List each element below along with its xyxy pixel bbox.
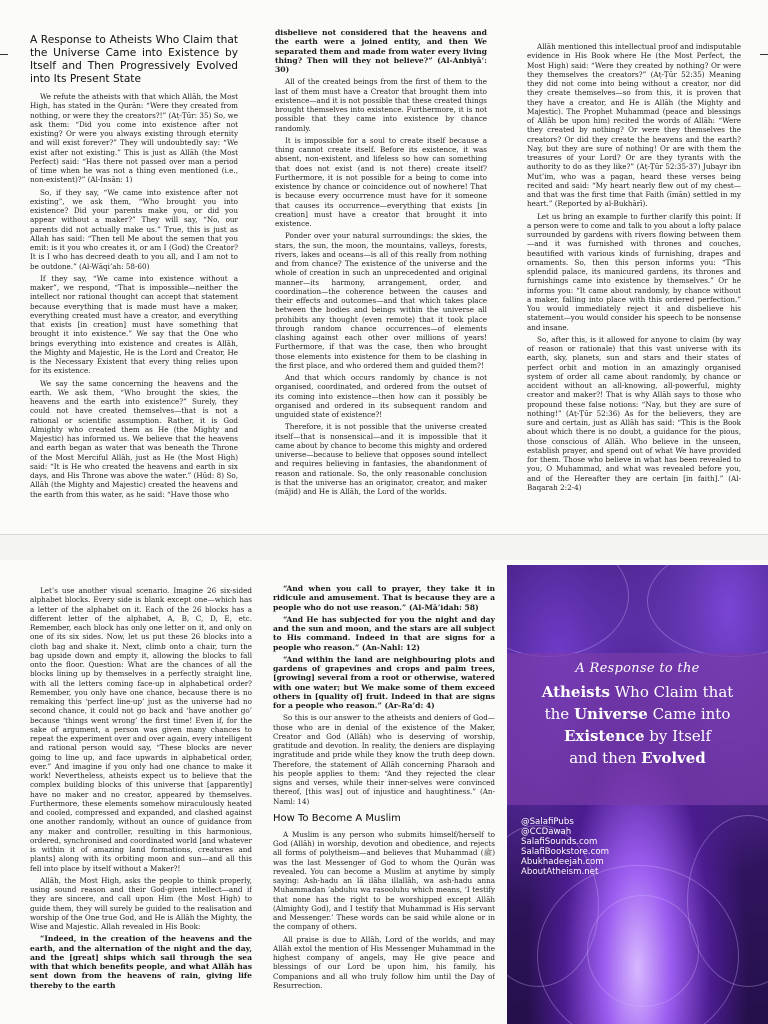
cover-word: Existence [563, 727, 645, 745]
top-column-2 [275, 28, 487, 528]
link-salafibookstore[interactable]: SalafiBookstore.com [521, 847, 609, 857]
paragraph: All praise is due to Allāh, Lord of the worlds, and may Allāh extol the mention of His Messenger Muhammad in the highest company of angels, may He give peace and blessings of our Lord be upon him, his family, his Companions and all who truly follow him until the Day of Resurrection. [273, 934, 495, 990]
cover-word: Who Claim that [609, 683, 734, 701]
top-column-1 [30, 34, 238, 530]
decorative-vein [587, 895, 699, 1007]
paragraph: We refute the atheists with that which Allāh, the Most High, has stated in the Qurān: “Were they created from nothing, or were they the creators?!” (Aṭ-Ṭūr: 35) So, we ask them: “Did you come into existence after not existing? Or were you always existing through eternity and will exist forever?” They will undoubtedly say: “We exist after not existing.” This is just as Allāh (the Most Perfect) said: “Has there not passed over man a period of time when he was not a thing even mentioned (i.e., non-existent)?” (Al-Insān: 1) [30, 92, 238, 185]
paragraph: And that which occurs randomly by chance is not organised, coordinated, and ordered from the outset of its coming into existence—then how can it possibly be organised and ordered in its subsequent random and unguided state of existence?! [275, 373, 487, 419]
decorative-vein [507, 565, 629, 657]
cover-word: by Itself [644, 727, 712, 745]
link-twitter-ccdawah[interactable]: @CCDawah [521, 827, 572, 837]
cover-title-line-4 [507, 726, 768, 746]
paragraph: We say the same concerning the heavens and the earth. We ask them, “Who brought the skies, the heavens and the earth into existence?” Surely, they could not have created themselves—that is not a rational or scientific assumption. Rather, it is God Almighty who created them as He (the Mighty and Majestic) has informed us. We believe that the heavens and earth began as water that was beneath the Throne of the Most Merciful Allāh, just as He (the Most High) said: “It is He who created the heavens and earth in six days, and His Throne was above the water.” (Hūd: 8) So, Allāh (the Mighty and Majestic) created the heavens and the earth from this water, as he said: “Have those who [30, 378, 238, 499]
cover-panel [507, 565, 768, 1024]
link-aboutatheism[interactable]: AboutAtheism.net [521, 867, 599, 877]
bottom-column-2 [273, 584, 495, 1024]
cover-word: Universe [573, 705, 648, 723]
paragraph: All of the created beings from the first of them to the last of them must have a Creator that brought them into existence—and it is not possible that these created things brought themselves into existence. Furthermore, it is not possible that they came into existence by chance randomly. [275, 77, 487, 133]
link-salafisounds[interactable]: SalafiSounds.com [521, 837, 598, 847]
paragraph: A Muslim is any person who submits himself/herself to God (Allāh) in worship, devotion and obedience, and rejects all forms of polytheism—and believes that Muhammad (ﷺ) was the last Messenger of God to whom the Qurān was revealed. You can become a Muslim at anytime by simply saying: Ash-hadu an lā ilāha illallāh, wa ash-hadu anna Muhammadan ’abduhu wa rasooluhu which means, ‘I testify that none has the right to be worshipped except Allāh (Almighty God), and I testify that Muhammad is His servant and Messenger.’ These words can be said while alone or in the company of others. [273, 829, 495, 932]
paragraph: So, after this, is it allowed for anyone to claim (by way of reason or rationale) that this vast universe with its earth, sky, planets, sun and stars and their states of perfect orbit and motion in an amazingly organised system of order all came about randomly, by chance or accident without an all-knowing, all-powerful, mighty creator and maker?! That is why Allāh says to those who propound these false notions: “Nay, but they are sure of nothing!” (Aṭ-Ṭūr 52:36) As for the believers, they are sure and certain, just as Allāh has said: “This is the Book about which there is no doubt, a guidance for the pious, those conscious of Allāh. Who believe in the unseen, establish prayer, and spend out of what We have provided for them. Those who believe in what has been revealed to you, O Muhammad, and what was revealed before you, and of the Hereafter they are certain [in faith].” (Al-Baqarah 2:2-4) [527, 334, 741, 492]
paragraph: “Indeed, in the creation of the heavens and the earth, and the alternation of the night and the day, and the [great] ships which sail through the sea with that which benefits people, and what Allāh has sent down from the heavens of rain, giving life thereby to the earth [30, 934, 252, 990]
bottom-column-1 [30, 586, 252, 1024]
paragraph: So this is our answer to the atheists and deniers of God—those who are in denial of the existence of the Maker, Creator and God (Allāh) who is deserving of worship, gratitude and devotion. In reality, the deniers are displaying ingratitude and pride while they know the truth deep down. Therefore, the statement of Allāh concerning Pharaoh and his people applies to them: “And they rejected the clear signs and verses, while their inner-selves were convinced thereof, [this was] out of injustice and haughtiness.” (An-Naml: 14) [273, 713, 495, 806]
cover-title-line-5 [507, 748, 768, 768]
paragraph: “And He has subjected for you the night and day and the sun and moon, and the stars are all subject to His command. Indeed in that are signs for a people who reason.” (An-Nahl: 12) [273, 614, 495, 652]
article-title: A Response to Atheists Who Claim that the Universe Came into Existence by Itself and Then Progressively Evolved into Its Present State [30, 34, 238, 85]
crop-mark [0, 54, 8, 55]
paragraph: Let’s use another visual scenario. Imagine 26 six-sided alphabet blocks. Every side is blank except one—which has a letter of the alphabet on it. Each of the 26 blocks has a different letter of the alphabet, A, B, C, D, E, etc. Remember, each block has only one letter on it, and only on one of its six sides. Now, let us put these 26 blocks into a cloth bag and shake it. Next, climb onto a chair, turn the bag upside down and empty it, allowing the blocks to fall onto the floor. Question: What are the chances of all the blocks lining up by themselves in a perfectly straight line, with all the letters coming face-up in alphabetical order? Remember, you only have one chance, because there is no remaking this ‘perfect line-up’ just as the universe had no second chance, it could not go back and ‘have another go’ because ‘things went wrong’ the first time! Even if, for the sake of argument, a person was given many chances to repeat the experiment over and over again, every intelligent and rational person would say, “These blocks are never going to line up, and face upwards in alphabetical order, ever.” And imagine if you only had one chance to make it work! Nevertheless, atheists expect us to believe that the complex building blocks of this universe that [apparently] have no maker and no creator, appeared by themselves. Furthermore, these elements somehow miraculously heated and cooled, compressed and expanded, and clashed against one another randomly, without an ounce of guidance from any maker and controller, resulting in this harmonious, ordered, synchronised and coordinated world [and whatever is within it of amazing land formations, creatures and plants] along with its orbiting moon and sun—and all this fell into place by itself without a Maker?! [30, 586, 252, 873]
cover-links [521, 817, 609, 877]
top-column-3 [527, 42, 741, 530]
paragraph: If they say, “We came into existence without a maker”, we respond, “That is impossible—neither the intellect nor rational thought can accept that statement because everything that is made must have a maker, everything created must have a creator, and everything that exists [in creation] must have something that brought it into existence.” We say that the One who brings everything into existence and creates is Allāh, the Mighty and Majestic, He is the Lord and Creator, He is the Necessary Existent that every thing relies upon for its existence. [30, 273, 238, 376]
paragraph: “And within the land are neighbouring plots and gardens of grapevines and crops and palm trees, [growing] several from a root or otherwise, watered with one water; but We make some of them exceed others in [quality of] fruit. Indeed in that are signs for a people who reason.” (Ar-Ra’d: 4) [273, 654, 495, 710]
link-twitter-salafipubs[interactable]: @SalafiPubs [521, 817, 574, 827]
cover-title-line-2 [507, 682, 768, 702]
top-col1-body [30, 92, 238, 499]
link-abukhadeejah[interactable]: Abukhadeejah.com [521, 857, 604, 867]
paragraph: Allāh, the Most High, asks the people to think properly, using sound reason and their God-given intellect—and if they are sincere, and call upon Him (the Most High) to guide them, they will surely be guided to the realisation and worship of the One true God, and He is Allāh the Mighty, the Wise and Majestic. Allah revealed in His Book: [30, 875, 252, 931]
paragraph: Therefore, it is not possible that the universe created itself—that is nonsensical—and it is impossible that it came about by chance to become this mighty and ordered universe—because to believe that opposes sound intellect and requires believing in fantasies, the abandonment of reason and rationale. So, the only reasonable conclusion is that the universe has an originator, creator, and maker (mājid) and He is Allāh, the Lord of the worlds. [275, 422, 487, 496]
paragraph: “And when you call to prayer, they take it in ridicule and amusement. That is because they are a people who do not use reason.” (Al-Mā’idah: 58) [273, 584, 495, 612]
cover-word: Atheists [541, 683, 610, 701]
paragraph: Let us bring an example to further clarify this point: If a person were to come and talk to you about a lofty palace surrounded by gardens with rivers flowing between them—and it was furnished with thrones and couches, beautified with various kinds of furnishing, drapes and ornaments. So, then this person informs you: “This splendid palace, its manicured gardens, its thrones and furnishings came into existence by themselves.” Or he informs you: “It came about randomly, by chance without a maker, falling into place with this ordered perfection.” You would immediately reject it and disbelieve his statement—you would consider his speech to be nonsense and insane. [527, 211, 741, 332]
cover-word: the [544, 705, 574, 723]
paragraph: It is impossible for a soul to create itself because a thing cannot create itself. Before its existence, it was absent, non-existent, and lifeless so how can something that does not exist (and is not there) create itself? Furthermore, it is not possible for a being to come into existence by chance or coincidence out of nowhere! That is because every occurrence must have for it someone that causes its occurrence—everything that exists [in creation] must have a creator that brought it into existence. [275, 135, 487, 228]
section-heading: How To Become A Muslim [273, 812, 401, 824]
cover-word: Evolved [641, 749, 706, 767]
paragraph: Ponder over your natural surroundings: the skies, the stars, the sun, the moon, the mountains, valleys, forests, rivers, lakes and oceans—is all of this really from nothing and from chance? The existence of the universe and the whole of creation in such an unprecedented and original manner—its harmony, arrangement, order, and coordination—the coherence between the causes and their effects and outcomes—and that which takes place between the bodies and beings within the universe all prohibits any thought (even remote) that it took place through random chance occurrences—of elements clashing against each other over millions of years! Furthermore, if that was the case, then who brought those elements into existence for them to be clashing in the first place, and who ordered them and guided them?! [275, 231, 487, 370]
cover-title-line-3 [507, 704, 768, 724]
paragraph: disbelieve not considered that the heavens and the earth were a joined entity, and then We separated them and made from water every living thing? Then will they not believe?” (Al-Anbiyā’: 30) [275, 28, 487, 74]
cover-word: and then [569, 749, 642, 767]
paragraph: So, if they say, “We came into existence after not existing”, we ask them, “Who brought you into existence? Did your parents make you, or did you appear without a maker?” They will say, “No, our parents did not actually make us.” True, this is just as Allah has said: “Then tell Me about the semen that you emit: is it you who creates it, or am I (God) the Creator? It is I who has decreed death to you all, and I am not to be outdone.” (Al-Wāqi’ah: 58-60) [30, 187, 238, 271]
cover-title-line-1: A Response to the [575, 661, 700, 676]
decorative-vein [647, 565, 768, 657]
crop-mark [760, 54, 768, 55]
cover-word: Came into [647, 705, 731, 723]
paragraph: Allāh mentioned this intellectual proof and indisputable evidence in His Book where He (the Most Perfect, the Most High) said: “Were they created by nothing? Or were they themselves the creators?” (Aṭ-Ṭūr 52:35) Meaning they did not come into being without a creator, nor did they create themselves—so from this, it is proven that they have a creator, and He is Allāh (the Mighty and Majestic). The Prophet Muhammad (peace and blessings of Allāh be upon him) recited the words of Allāh: “Were they created by nothing? Or were they themselves the creators? Or did they create the heavens and the earth? Nay, but they are sure of nothing! Or are with them the treasures of your Lord? Or are they tyrants with the authority to do as they like?” (Aṭ-Ṭūr 52:35-37) Jubayr ibn Mut’im, who was a pagan, heard these verses being recited and said: “My heart nearly flew out of my chest—and that was the first time that Faith (īmān) settled in my heart.” (Reported by al-Bukhārī). [527, 42, 741, 209]
